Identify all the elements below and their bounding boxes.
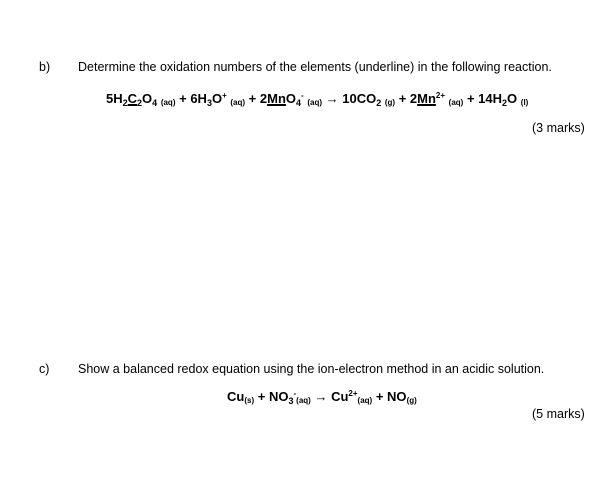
- eq-b-charge: +: [222, 91, 227, 100]
- eq-b-charge: -: [301, 91, 304, 100]
- eq-b-underlined-manganese: Mn: [267, 91, 286, 106]
- eq-c-phase: (aq): [296, 396, 311, 405]
- eq-b-term: O: [285, 91, 297, 106]
- eq-c-sub: 3: [288, 396, 294, 406]
- question-c-equation: [227, 389, 417, 406]
- eq-c-phase: (aq): [357, 396, 373, 405]
- eq-b-sub: 2: [122, 98, 128, 108]
- eq-b-term: 10CO: [342, 91, 377, 106]
- eq-b-sub: 4: [152, 98, 158, 108]
- eq-c-arrow: →: [314, 389, 328, 404]
- question-b-prompt: Determine the oxidation numbers of the elements (underline) in the following reaction.: [78, 60, 552, 74]
- eq-c-term: Cu: [331, 389, 349, 404]
- eq-b-sub: 2: [376, 98, 382, 108]
- eq-b-term: + 14H: [466, 91, 503, 106]
- eq-b-sub: 2: [137, 98, 143, 108]
- eq-c-term: + NO: [375, 389, 407, 404]
- eq-b-sub: 4: [296, 98, 302, 108]
- eq-c-charge: 2+: [348, 389, 358, 398]
- eq-b-underlined-manganese-ion: Mn: [417, 91, 436, 106]
- eq-b-phase: (aq): [448, 98, 464, 107]
- question-c-label: c): [39, 362, 50, 376]
- eq-b-term: O: [211, 91, 223, 106]
- eq-b-sub: 3: [206, 98, 212, 108]
- eq-b-term: 5H: [106, 91, 123, 106]
- eq-b-underlined-carbon: C: [127, 91, 138, 106]
- eq-b-arrow: →: [325, 91, 339, 106]
- eq-c-phase: (g): [406, 396, 417, 405]
- question-b-label: b): [39, 60, 51, 74]
- eq-b-phase: (aq): [230, 98, 246, 107]
- eq-b-phase: (aq): [160, 98, 176, 107]
- eq-b-term: + 2: [398, 91, 418, 106]
- eq-c-term: + NO: [257, 389, 289, 404]
- eq-b-phase: (l): [520, 98, 529, 107]
- eq-b-term: O: [142, 91, 153, 106]
- eq-b-sub: 2: [502, 98, 508, 108]
- question-b-equation: [106, 91, 528, 108]
- question-c-marks: (5 marks): [532, 407, 585, 421]
- eq-b-phase: (aq): [307, 98, 322, 107]
- eq-b-term: O: [507, 91, 518, 106]
- eq-c-term: Cu: [227, 389, 245, 404]
- eq-b-charge: 2+: [435, 91, 446, 100]
- question-b-marks: (3 marks): [532, 121, 585, 135]
- question-c-prompt: Show a balanced redox equation using the ion-electron method in an acidic solution.: [78, 362, 545, 376]
- eq-c-charge: -: [293, 389, 297, 398]
- eq-b-phase: (g): [384, 98, 396, 107]
- eq-b-term: + 6H: [179, 91, 207, 106]
- eq-b-term: + 2: [248, 91, 268, 106]
- eq-c-phase: (s): [244, 396, 255, 405]
